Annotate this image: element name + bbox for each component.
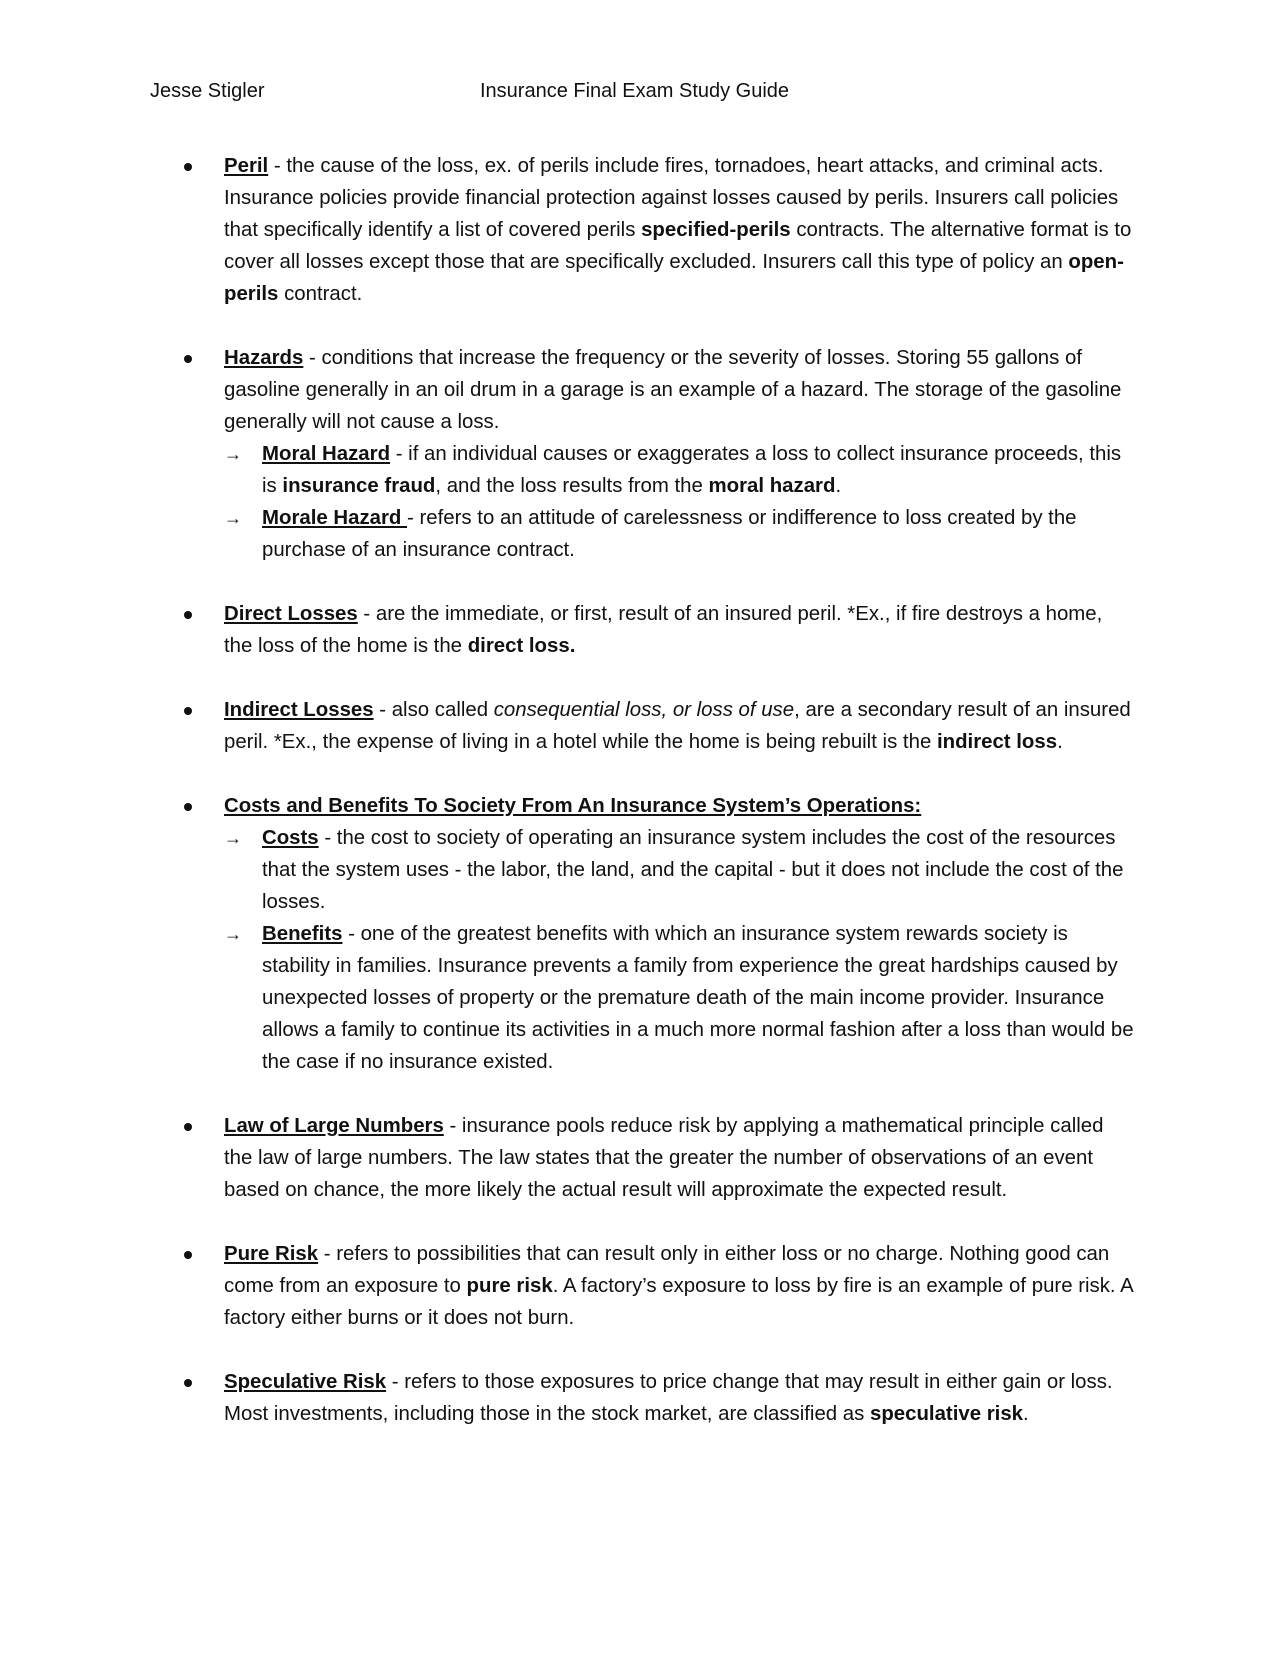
term-indirect-losses: Indirect Losses (224, 699, 374, 721)
term-morale-hazard: Morale Hazard (262, 507, 408, 529)
hazard-sub-list (224, 438, 1134, 566)
term-costs: Costs (262, 827, 319, 849)
arrow-right-icon: → (224, 508, 242, 528)
term-law-of-large-numbers: Law of Large Numbers (224, 1115, 444, 1137)
arrow-right-icon: → (224, 828, 242, 848)
sub-item-benefits (224, 918, 1134, 1078)
definition-text: - conditions that increase the frequency or the severity of losses. Storing 55 gallons of gasoline generally in an oil drum in a garage is an example of a hazard. The storage of the gasoline generally will not cause a loss. (224, 347, 1122, 433)
section-speculative-risk (224, 1366, 1134, 1430)
term-speculative-risk: Speculative Risk (224, 1371, 387, 1393)
term-direct-losses: Direct Losses (224, 603, 358, 625)
bullet-icon (184, 355, 192, 363)
bullet-icon (184, 803, 192, 811)
author-name: Jesse Stigler (150, 80, 265, 102)
bullet-icon (184, 163, 192, 171)
bold-term: specified-perils (641, 219, 791, 241)
term-pure-risk: Pure Risk (224, 1243, 319, 1265)
definition-text: - also called (373, 699, 494, 721)
definition-text: - the cause of the loss, ex. of perils include fires, tornadoes, heart attacks, and criminal acts. Insurance policies provide financial protection against losses caused by perils. Insurers call policies that specifically identify a list of covered perils (224, 155, 1119, 241)
definition-text: - refers to an attitude of carelessness or indifference to loss created by the purchase of an insurance contract. (262, 507, 1077, 561)
bullet-icon (184, 1123, 192, 1131)
definition-text: - the cost to society of operating an insurance system includes the cost of the resources that the system uses - the labor, the land, and the capital - but it does not include the cost of the losses. (262, 827, 1124, 913)
definition-text: contracts. The alternative format is to cover all losses except those that are specifically excluded. Insurers call this type of policy an (224, 219, 1132, 273)
bold-term: insurance fraud (282, 475, 436, 497)
definition-text: - are the immediate, or first, result of an insured peril. *Ex., if fire destroys a home, the loss of the home is the (224, 603, 1103, 657)
bullet-icon (184, 1379, 192, 1387)
definition-text: . (835, 475, 842, 497)
bold-term: speculative risk (870, 1403, 1024, 1425)
section-peril (224, 150, 1134, 310)
definition-text: - refers to those exposures to price change that may result in either gain or loss. Most investments, including those in the stock market, are classified as (224, 1371, 1113, 1425)
section-hazards (224, 342, 1134, 566)
term-hazards: Hazards (224, 347, 304, 369)
bold-term: open-perils (224, 251, 1124, 305)
sub-item-moral-hazard (224, 438, 1134, 502)
definition-text: - insurance pools reduce risk by applying a mathematical principle called the law of large numbers. The law states that the greater the number of observations of an event based on chance, the more likely the actual result will approximate the expected result. (224, 1115, 1104, 1201)
bold-term: pure risk (466, 1275, 553, 1297)
definition-text: - if an individual causes or exaggerates a loss to collect insurance proceeds, this is (262, 443, 1122, 497)
arrow-right-icon: → (224, 924, 242, 944)
costs-benefits-sub-list (224, 822, 1134, 1078)
definition-text: - refers to possibilities that can result only in either loss or no charge. Nothing good can come from an exposure to (224, 1243, 1110, 1297)
definition-text: . (1023, 1403, 1029, 1425)
term-peril: Peril (224, 155, 269, 177)
definition-text: . A factory’s exposure to loss by fire is an example of pure risk. A factory either burns or it does not burn. (224, 1275, 1133, 1329)
bold-term: direct loss. (467, 635, 576, 657)
page-header (150, 76, 1130, 106)
section-indirect-losses (224, 694, 1134, 758)
bold-term: indirect loss (936, 731, 1058, 753)
term-benefits: Benefits (262, 923, 343, 945)
definition-text: contract. (278, 283, 363, 305)
bold-term: moral hazard (708, 475, 836, 497)
sub-item-morale-hazard (224, 502, 1134, 566)
definition-text: , and the loss results from the (435, 475, 709, 497)
bullet-icon (184, 1251, 192, 1259)
arrow-right-icon: → (224, 444, 242, 464)
definition-text: . (1057, 731, 1063, 753)
section-pure-risk (224, 1238, 1134, 1334)
study-guide-list (224, 150, 1134, 1462)
section-costs-benefits (224, 790, 1134, 1078)
bullet-icon (184, 611, 192, 619)
definition-text: , are a secondary result of an insured peril. *Ex., the expense of living in a hotel while the home is being rebuilt is the (224, 699, 1131, 753)
section-direct-losses (224, 598, 1134, 662)
definition-text: - one of the greatest benefits with which an insurance system rewards society is stability in families. Insurance prevents a family from experience the great hardships caused by unexpected losses of property or the premature death of the main income provider. Insurance allows a family to continue its activities in a much more normal fashion after a loss than would be the case if no insurance existed. (262, 923, 1134, 1073)
sub-item-costs (224, 822, 1134, 918)
term-costs-benefits-heading: Costs and Benefits To Society From An Insurance System’s Operations: (224, 795, 922, 817)
section-law-of-large-numbers (224, 1110, 1134, 1206)
bullet-icon (184, 707, 192, 715)
term-moral-hazard: Moral Hazard (262, 443, 391, 465)
italic-phrase: consequential loss, or loss of use (493, 699, 795, 721)
document-title: Insurance Final Exam Study Guide (480, 80, 790, 102)
